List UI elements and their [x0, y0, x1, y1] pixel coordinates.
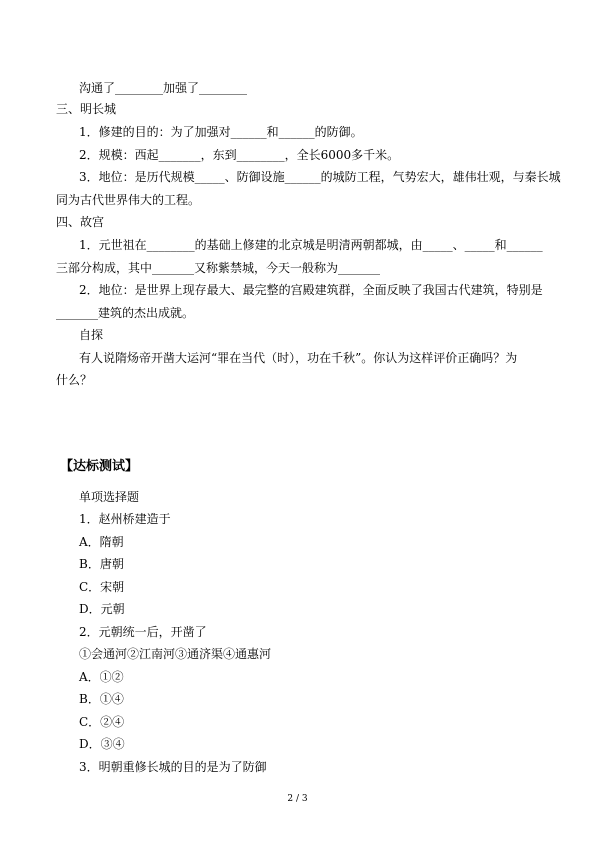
text-line: 2．地位：是世界上现存最大、最完整的宫殿建筑群，全面反映了我国古代建筑，特别是 — [79, 283, 543, 297]
q1-option-a: A．隋朝 — [79, 535, 124, 549]
test-section-title: 单项选择题 — [79, 490, 140, 504]
text-line: 2．规模：西起_______，东到________，全长6000多千米。 — [79, 148, 400, 162]
section-heading: 三、明长城 — [56, 102, 117, 116]
section-heading: 四、故宫 — [56, 215, 105, 229]
q1-option-c: C．宋朝 — [79, 580, 125, 594]
question-3: 3．明朝重修长城的目的是为了防御 — [79, 760, 267, 774]
page-number: 2 / 3 — [287, 794, 308, 804]
text-line: 三部分构成，其中_______又称紫禁城，今天一般称为_______ — [56, 261, 381, 275]
text-line: 1．修建的目的：为了加强对______和______的防御。 — [79, 125, 363, 139]
q1-option-b: B．唐朝 — [79, 557, 124, 571]
q2-option-d: D．③④ — [79, 737, 125, 751]
question-1: 1．赵州桥建造于 — [79, 512, 171, 526]
q2-option-b: B．①④ — [79, 692, 124, 706]
question-2-items: ①会通河②江南河③通济渠④通惠河 — [79, 647, 272, 661]
text-line: 1．元世祖在________的基础上修建的北京城是明清两朝都城，由_____、_____和______ — [79, 238, 543, 252]
q2-option-a: A．①② — [79, 670, 124, 684]
q2-option-c: C．②④ — [79, 715, 125, 729]
test-heading: 【达标测试】 — [60, 459, 139, 474]
text-line: _______建筑的杰出成就。 — [56, 306, 195, 320]
q1-option-d: D．元朝 — [79, 602, 125, 616]
text-line: 同为古代世界伟大的工程。 — [56, 193, 201, 207]
subheading-zitan: 自探 — [79, 328, 104, 342]
text-line: 3．地位：是历代规模_____、防御设施______的城防工程，气势宏大，雄伟壮观，与秦长城 — [79, 170, 561, 184]
text-line: 有人说隋炀帝开凿大运河“罪在当代（时），功在千秋”。你认为这样评价正确吗？为 — [79, 351, 518, 365]
text-line: 沟通了________加强了________ — [79, 81, 248, 95]
text-line: 什么？ — [56, 373, 93, 387]
question-2: 2．元朝统一后，开凿了 — [79, 625, 207, 639]
